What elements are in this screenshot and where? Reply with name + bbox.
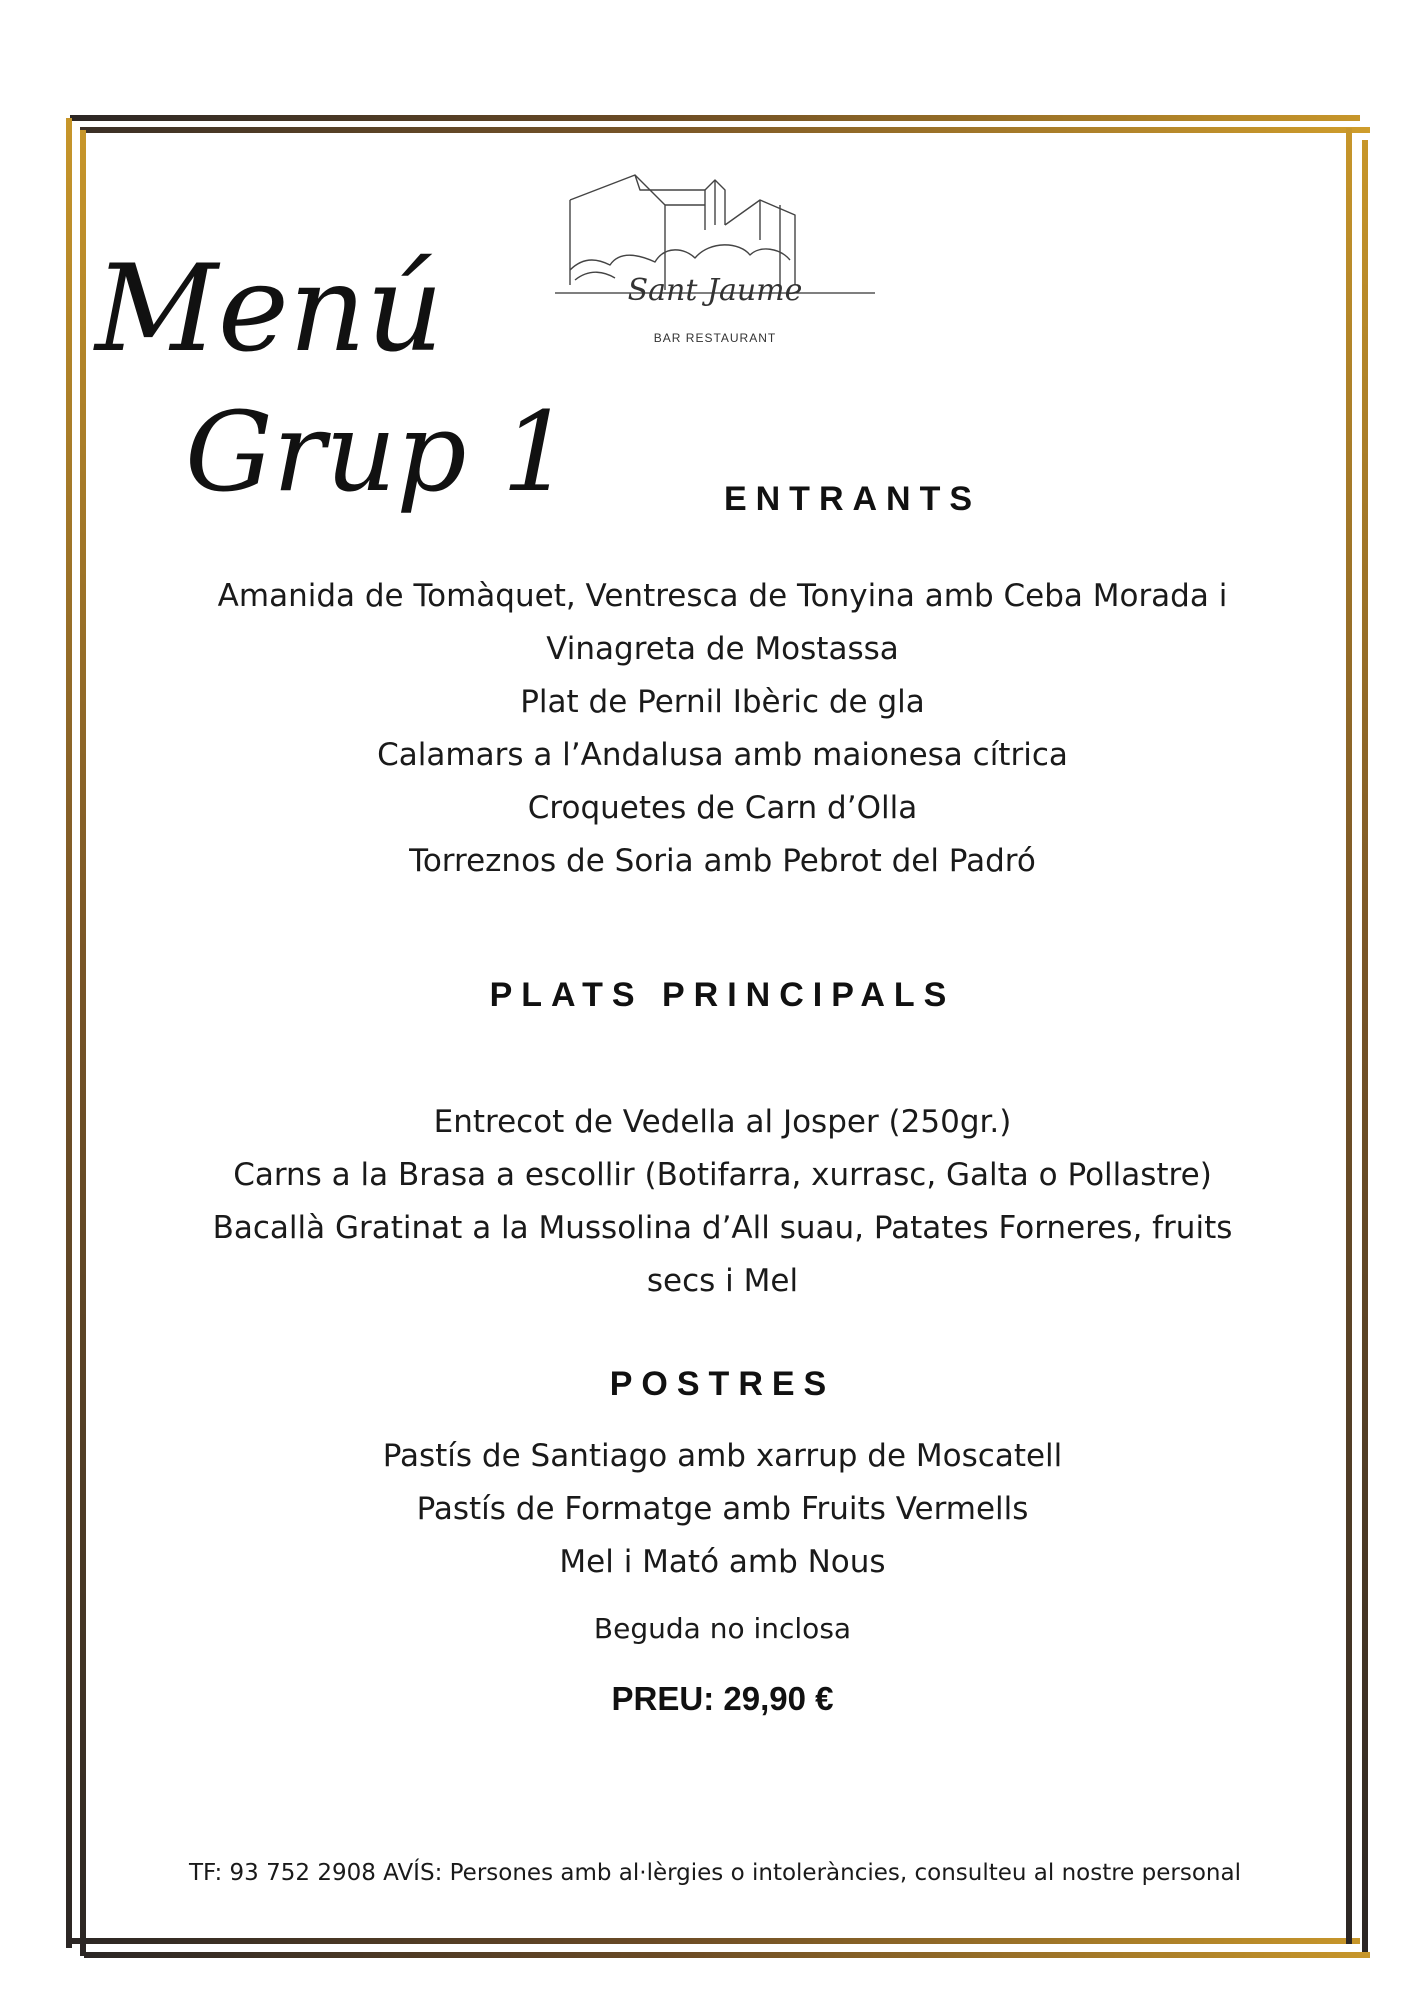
list-item: Mel i Mató amb Nous <box>559 1544 886 1580</box>
list-item: Bacallà Gratinat a la Mussolina d’All suau, Patates Forneres, fruits <box>212 1210 1233 1246</box>
list-item: Amanida de Tomàquet, Ventresca de Tonyina amb Ceba Morada i <box>217 578 1228 614</box>
frame-line-bottom-inner <box>70 1938 1360 1944</box>
list-item: Croquetes de Carn d’Olla <box>527 790 918 826</box>
drink-note: Beguda no inclosa <box>593 1612 852 1645</box>
footer-contact-allergy-note: TF: 93 752 2908 AVÍS: Persones amb al·lèrgies o intoleràncies, consulteu al nostre personal <box>189 1860 1241 1886</box>
menu-price: PREU: 29,90 € <box>611 1680 834 1717</box>
script-title-line1: Menú <box>95 240 444 379</box>
frame-line-left-outer <box>66 118 72 1948</box>
list-item: Entrecot de Vedella al Josper (250gr.) <box>433 1104 1012 1140</box>
section-entrants <box>150 480 1295 519</box>
section-title-postres: POSTRES <box>609 1365 836 1403</box>
list-item: secs i Mel <box>646 1263 799 1299</box>
frame-line-right-inner <box>1346 128 1352 1944</box>
frame-line-bottom-outer <box>84 1952 1370 1958</box>
list-item: Vinagreta de Mostassa <box>546 631 899 667</box>
section-plats-principals <box>150 976 1295 1015</box>
frame-line-top-outer <box>70 115 1360 121</box>
entrants-list <box>150 570 1295 888</box>
section-postres <box>150 1365 1295 1404</box>
list-item: Pastís de Santiago amb xarrup de Moscatell <box>382 1438 1063 1474</box>
list-item: Torreznos de Soria amb Pebrot del Padró <box>409 843 1036 879</box>
script-title-line2: Grup 1 <box>185 388 572 516</box>
postres-list <box>150 1430 1295 1589</box>
logo-subtitle: BAR RESTAURANT <box>653 331 777 345</box>
list-item: Plat de Pernil Ibèric de gla <box>520 684 925 720</box>
logo-wordmark: Sant Jaume <box>627 273 803 308</box>
list-item: Calamars a l’Andalusa amb maionesa cítrica <box>377 737 1068 773</box>
section-title-plats-principals: PLATS PRINCIPALS <box>489 976 956 1014</box>
section-title-entrants: ENTRANTS <box>723 480 982 518</box>
frame-line-right-outer <box>1362 140 1368 1952</box>
list-item: Pastís de Formatge amb Fruits Vermells <box>416 1491 1029 1527</box>
restaurant-logo <box>545 170 885 350</box>
plats-principals-list <box>150 1096 1295 1308</box>
list-item: Carns a la Brasa a escollir (Botifarra, xurrasc, Galta o Pollastre) <box>233 1157 1212 1193</box>
frame-line-top-inner <box>80 127 1370 133</box>
